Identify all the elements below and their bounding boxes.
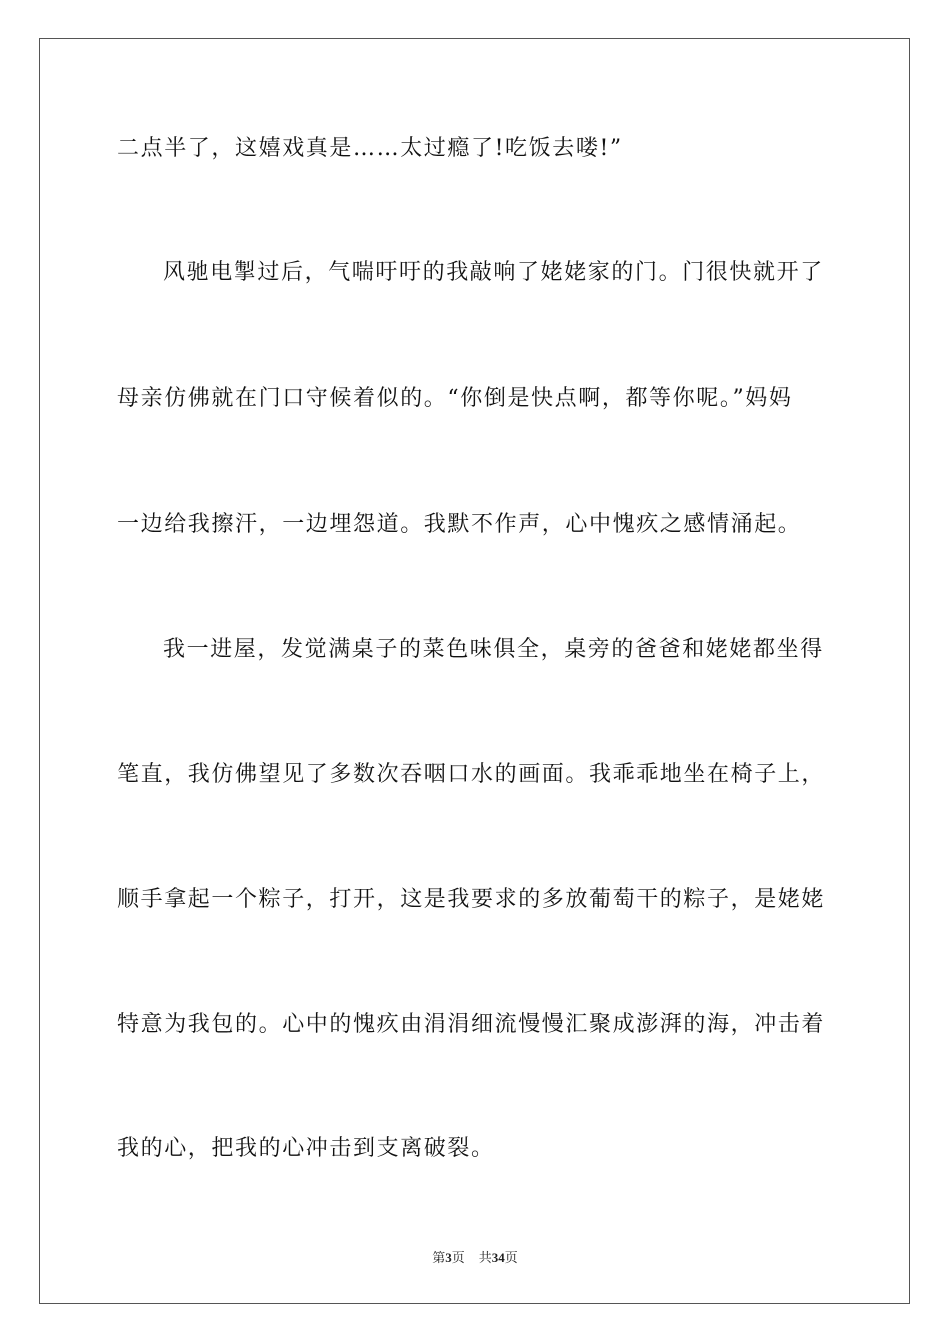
total-pages: 34 <box>491 1250 505 1265</box>
text-line-4: 一边给我擦汗，一边埋怨道。我默不作声，心中愧疚之感情涌起。 <box>117 512 802 537</box>
page-prefix: 第 <box>432 1250 446 1265</box>
text-line-2: 风驰电掣过后，气喘吁吁的我敲响了姥姥家的门。门很快就开了 <box>163 260 824 285</box>
total-prefix: 共 <box>478 1250 492 1265</box>
text-line-5: 我一进屋，发觉满桌子的菜色味俱全，桌旁的爸爸和姥姥都坐得 <box>163 637 824 662</box>
text-line-8: 特意为我包的。心中的愧疚由涓涓细流慢慢汇聚成澎湃的海，冲击着 <box>117 1012 826 1037</box>
total-suffix: 页 <box>504 1250 518 1265</box>
page-number: 3 <box>445 1250 452 1265</box>
text-line-9: 我的心，把我的心冲击到支离破裂。 <box>117 1136 495 1161</box>
page-suffix: 页 <box>451 1250 465 1265</box>
text-line-1: 二点半了，这嬉戏真是……太过瘾了!吃饭去喽!” <box>117 136 623 161</box>
text-line-3: 母亲仿佛就在门口守候着似的。“你倒是快点啊，都等你呢。”妈妈 <box>117 386 793 411</box>
page-border <box>39 38 910 1304</box>
page-footer <box>0 1250 950 1266</box>
text-line-7: 顺手拿起一个粽子，打开，这是我要求的多放葡萄干的粽子，是姥姥 <box>117 887 826 912</box>
text-line-6: 笔直，我仿佛望见了多数次吞咽口水的画面。我乖乖地坐在椅子上， <box>117 762 826 787</box>
